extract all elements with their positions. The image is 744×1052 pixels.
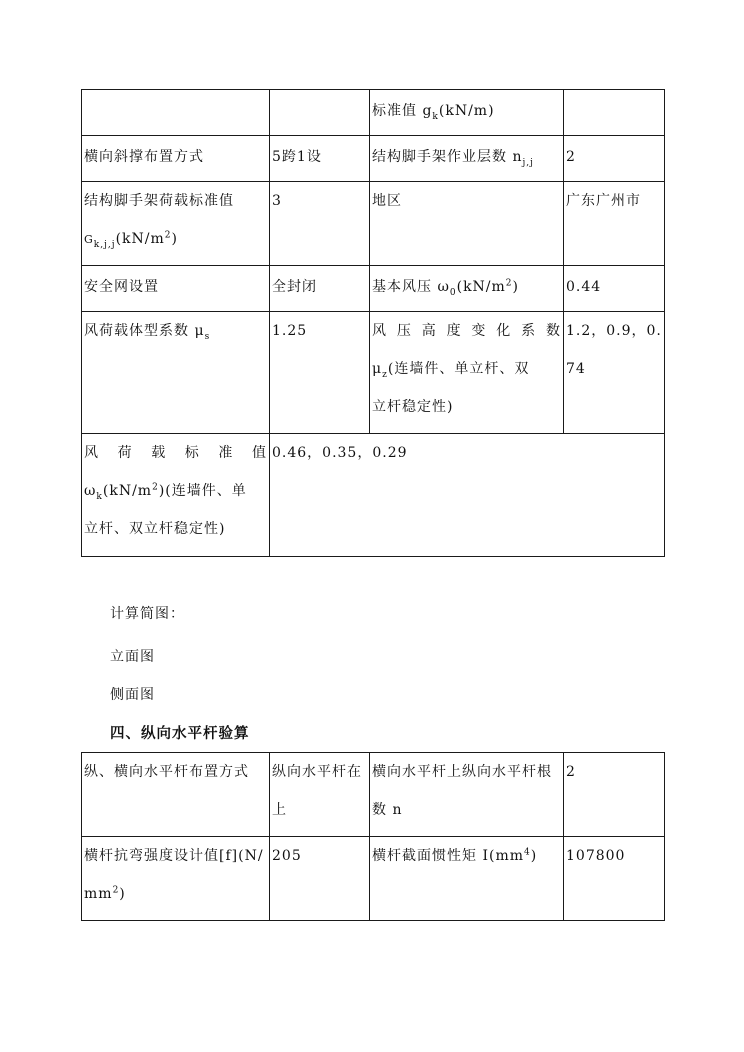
elevation-label: 立面图 [110,649,155,665]
table-row [82,837,665,921]
table-cell: 标准值 $g_k(kN/m)$ [370,90,564,136]
table-cell: 205 [270,837,370,921]
table-cell: 纵、横向水平杆布置方式 [82,753,270,837]
table-cell: 1.2，0.9，0.74 [564,312,665,434]
table-cell: 0.44 [564,266,665,312]
table-cell: 风荷载体型系数 $\mu_s$ [82,312,270,434]
horizontal-bar-table [81,752,665,921]
cell-text: 标准值 g [372,103,433,119]
table-cell: 广东广州市 [564,182,665,266]
parameters-table [81,89,665,557]
table-cell: 横向水平杆上纵向水平杆根数 n [370,753,564,837]
table-cell: 全封闭 [270,266,370,312]
table-cell: 横杆抗弯强度设计值$[f](N/mm^2)$ [82,837,270,921]
table-cell: 安全网设置 [82,266,270,312]
calc-diagram-label: 计算简图： [110,606,185,622]
table-row [82,90,665,136]
table-cell: 结构脚手架荷载标准值 $G_{k,j,j}(kN/m^2)$ [82,182,270,266]
table-row [82,753,665,837]
table-cell: 2 [564,753,665,837]
table-cell: 0.46，0.35，0.29 [270,434,665,557]
table-row [82,266,665,312]
table-row [82,182,665,266]
section-heading: 四、纵向水平杆验算 [110,725,250,742]
table-row [82,434,665,557]
table-cell: 纵向水平杆在上 [270,753,370,837]
table-cell: 基本风压 $\omega_0(kN/m^2)$ [370,266,564,312]
table-cell: 3 [270,182,370,266]
table-cell: 107800 [564,837,665,921]
table-cell: 2 [564,136,665,182]
table-cell: 5跨1设 [270,136,370,182]
table-cell: 1.25 [270,312,370,434]
table-row [82,312,665,434]
table-cell [270,90,370,136]
table-cell: 结构脚手架作业层数 $n_{j,j}$ [370,136,564,182]
table-cell: 横向斜撑布置方式 [82,136,270,182]
table-cell [564,90,665,136]
table-cell: 横杆截面惯性矩 $I(mm^4)$ [370,837,564,921]
side-view-label: 侧面图 [110,687,155,703]
table-cell: 风压高度变化系数 $\mu_z$(连墙件、单立杆、双 立杆稳定性) [370,312,564,434]
table-cell: 风荷载标准值 $\omega_k(kN/m^2)$(连墙件、单 立杆、双立杆稳定性) [82,434,270,557]
table-cell: 地区 [370,182,564,266]
table-cell [82,90,270,136]
table-row [82,136,665,182]
